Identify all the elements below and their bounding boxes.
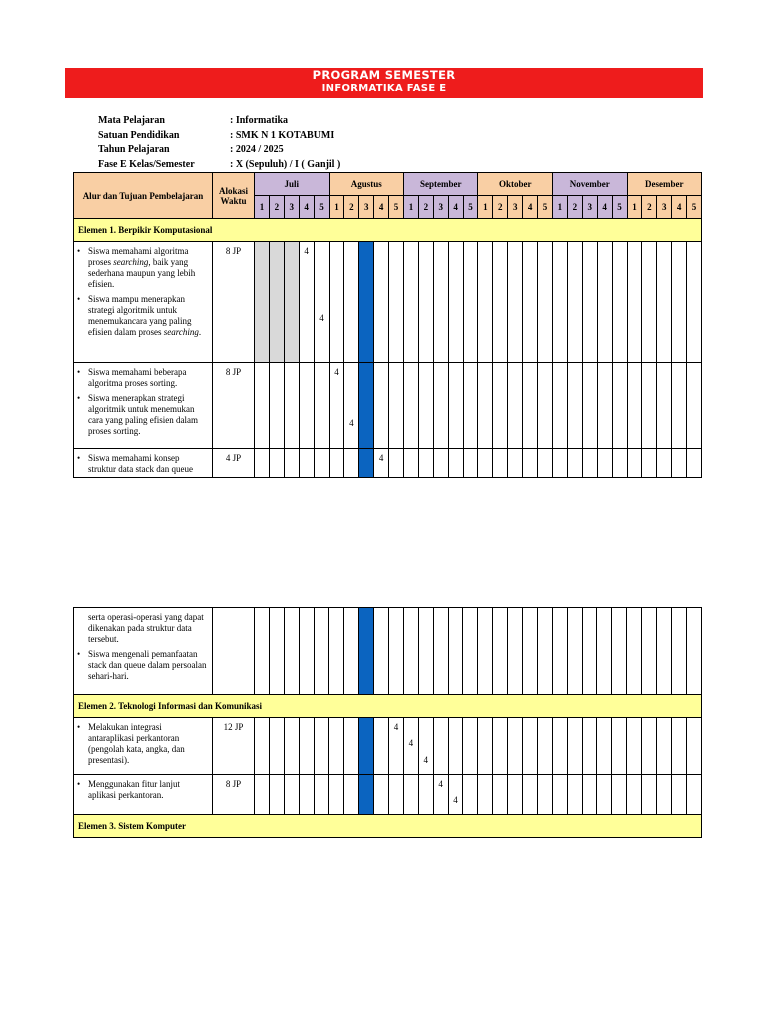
- week-cell: [418, 775, 433, 815]
- week-cell: [612, 363, 627, 449]
- week-cell: [597, 775, 612, 815]
- week-cell: [582, 718, 597, 775]
- week-cell: [567, 242, 582, 363]
- week-cell: [567, 775, 582, 815]
- week-cell: [657, 718, 672, 775]
- week-number: 1: [552, 196, 567, 219]
- week-cell: [523, 449, 538, 478]
- week-cell: [448, 449, 463, 478]
- tp-description: [74, 363, 213, 449]
- tp-row: [74, 608, 702, 695]
- week-cell: [269, 775, 284, 815]
- week-cell: [597, 363, 612, 449]
- week-cell: [329, 775, 344, 815]
- week-cell: [269, 608, 284, 695]
- week-number: 2: [493, 196, 508, 219]
- week-cell: [269, 242, 284, 363]
- week-cell: [612, 608, 627, 695]
- week-cell: [329, 242, 344, 363]
- week-cell: [493, 775, 508, 815]
- week-number: 1: [255, 196, 270, 219]
- week-cell: [493, 363, 508, 449]
- week-cell: [448, 242, 463, 363]
- week-number: 4: [299, 196, 314, 219]
- allocation-mark: 4: [304, 246, 309, 256]
- week-number: 2: [642, 196, 657, 219]
- week-cell: [552, 242, 567, 363]
- week-cell: [404, 363, 419, 449]
- week-cell: [657, 363, 672, 449]
- week-cell: [642, 363, 657, 449]
- week-cell: [255, 608, 270, 695]
- week-cell: [508, 363, 523, 449]
- week-cell: [344, 718, 359, 775]
- week-cell: [389, 718, 404, 775]
- week-cell: [269, 363, 284, 449]
- info-value: : Informatika: [230, 115, 289, 126]
- week-cell: [374, 608, 389, 695]
- week-cell: [344, 242, 359, 363]
- week-cell: [567, 718, 582, 775]
- element-row: [74, 219, 702, 242]
- week-cell: [448, 363, 463, 449]
- tp-row: [74, 775, 702, 815]
- week-cell: [687, 242, 702, 363]
- week-number: 5: [463, 196, 478, 219]
- week-cell: [329, 449, 344, 478]
- week-cell: [597, 242, 612, 363]
- week-cell: [269, 718, 284, 775]
- week-cell: [642, 242, 657, 363]
- week-number: 1: [404, 196, 419, 219]
- tp-item: [88, 294, 208, 338]
- week-cell: [255, 775, 270, 815]
- week-cell: [389, 242, 404, 363]
- week-cell: [478, 449, 493, 478]
- tp-item: [88, 367, 208, 389]
- week-cell: [284, 242, 299, 363]
- document-title: PROGRAM SEMESTER: [312, 68, 456, 82]
- tp-item: [88, 393, 208, 437]
- week-number: 4: [374, 196, 389, 219]
- week-cell: [612, 449, 627, 478]
- tp-description: [74, 608, 213, 695]
- week-cell: [672, 449, 687, 478]
- alokasi-waktu: 8 JP: [213, 242, 255, 363]
- week-cell: [627, 718, 642, 775]
- week-cell: [329, 718, 344, 775]
- week-cell: [508, 608, 523, 695]
- week-number: 5: [687, 196, 702, 219]
- week-number: 5: [612, 196, 627, 219]
- info-value: : 2024 / 2025: [230, 144, 284, 156]
- week-cell: [314, 608, 329, 695]
- week-cell: [657, 449, 672, 478]
- element-row: [74, 695, 702, 718]
- tp-text: Siswa mampu menerapkan strategi algoritmik untuk menemukancara yang paling efisien dalam proses: [88, 294, 192, 337]
- week-cell: [389, 775, 404, 815]
- week-cell: [299, 449, 314, 478]
- info-label: Mata Pelajaran: [98, 115, 165, 126]
- week-cell: [478, 775, 493, 815]
- week-cell: [463, 718, 478, 775]
- week-number: 3: [284, 196, 299, 219]
- tp-item: [88, 453, 208, 475]
- week-cell: [433, 449, 448, 478]
- week-number: 5: [538, 196, 553, 219]
- week-cell: [404, 242, 419, 363]
- week-cell: [523, 363, 538, 449]
- week-cell: [389, 449, 404, 478]
- tp-text-italic: searching: [113, 257, 149, 267]
- week-cell: [538, 242, 553, 363]
- week-cell: [284, 608, 299, 695]
- week-cell: [314, 718, 329, 775]
- week-cell: [493, 608, 508, 695]
- week-number: 1: [627, 196, 642, 219]
- info-label: Tahun Pelajaran: [98, 144, 170, 156]
- info-block: [98, 114, 340, 172]
- info-value: : SMK N 1 KOTABUMI: [230, 129, 335, 141]
- week-cell: [642, 775, 657, 815]
- element-heading: Elemen 2. Teknologi Informasi dan Komunikasi: [74, 695, 702, 718]
- column-header-tp: Alur dan Tujuan Pembelajaran: [74, 173, 213, 219]
- week-cell: [671, 608, 686, 695]
- info-row: [98, 158, 340, 173]
- element-row: [74, 815, 702, 838]
- week-cell: [627, 608, 642, 695]
- info-label: Fase E Kelas/Semester: [98, 158, 195, 170]
- allocation-mark: 4: [319, 313, 324, 323]
- week-cell: [537, 718, 552, 775]
- week-cell: [597, 449, 612, 478]
- week-cell: [478, 363, 493, 449]
- week-cell: [686, 718, 701, 775]
- week-cell: [359, 242, 374, 363]
- month-header: Desember: [627, 173, 701, 196]
- week-number: 2: [269, 196, 284, 219]
- month-header: Juli: [255, 173, 330, 196]
- week-cell: [314, 242, 329, 363]
- week-cell: [448, 775, 463, 815]
- week-cell: [612, 242, 627, 363]
- week-number: 3: [359, 196, 374, 219]
- week-cell: [299, 718, 314, 775]
- week-cell: [374, 242, 389, 363]
- week-cell: [255, 449, 270, 478]
- week-cell: [433, 775, 448, 815]
- element-heading: Elemen 1. Berpikir Komputasional: [74, 219, 702, 242]
- week-cell: [612, 718, 627, 775]
- week-cell: [672, 363, 687, 449]
- week-cell: [403, 718, 418, 775]
- week-cell: [508, 718, 523, 775]
- month-header-row: [74, 173, 702, 196]
- week-cell: [255, 363, 270, 449]
- week-cell: [403, 608, 418, 695]
- week-cell: [359, 608, 374, 695]
- month-header: Oktober: [478, 173, 553, 196]
- week-cell: [597, 718, 612, 775]
- tp-text: .: [198, 327, 202, 337]
- info-row: [98, 114, 340, 129]
- week-number: 1: [329, 196, 344, 219]
- week-cell: [523, 775, 538, 815]
- week-cell: [478, 242, 493, 363]
- week-cell: [374, 775, 389, 815]
- allocation-mark: 4: [349, 418, 354, 428]
- week-cell: [597, 608, 612, 695]
- week-cell: [433, 363, 448, 449]
- week-cell: [314, 363, 329, 449]
- week-cell: [508, 449, 523, 478]
- week-cell: [686, 775, 701, 815]
- week-cell: [359, 718, 374, 775]
- info-label: Satuan Pendidikan: [98, 129, 180, 141]
- week-cell: [374, 449, 389, 478]
- week-cell: [463, 242, 478, 363]
- alokasi-waktu: 8 JP: [213, 363, 255, 449]
- week-cell: [418, 608, 433, 695]
- tp-description: [74, 718, 213, 775]
- week-number: 3: [657, 196, 672, 219]
- week-cell: [463, 608, 478, 695]
- week-cell: [433, 242, 448, 363]
- week-cell: [344, 775, 359, 815]
- week-cell: [537, 775, 552, 815]
- week-cell: [493, 449, 508, 478]
- alokasi-waktu: 8 JP: [213, 775, 255, 815]
- week-number: 3: [582, 196, 597, 219]
- week-cell: [389, 363, 404, 449]
- week-cell: [255, 718, 270, 775]
- week-cell: [433, 718, 448, 775]
- week-cell: [508, 775, 523, 815]
- week-cell: [478, 718, 493, 775]
- alokasi-waktu: 12 JP: [213, 718, 255, 775]
- week-cell: [463, 775, 478, 815]
- week-cell: [523, 718, 538, 775]
- tp-row: [74, 718, 702, 775]
- week-number: 3: [508, 196, 523, 219]
- week-number: 5: [389, 196, 404, 219]
- week-cell: [255, 242, 270, 363]
- tp-item: • Siswa mengenali pemanfaatan stack dan queue dalam persoalan sehari-hari.: [88, 649, 208, 682]
- week-cell: [448, 718, 463, 775]
- allocation-mark: 4: [393, 722, 399, 732]
- week-cell: [552, 449, 567, 478]
- week-cell: [642, 718, 657, 775]
- week-cell: [284, 363, 299, 449]
- week-cell: [671, 775, 686, 815]
- week-cell: [374, 718, 389, 775]
- week-cell: [627, 449, 642, 478]
- week-cell: [582, 242, 597, 363]
- week-cell: [284, 775, 299, 815]
- week-cell: [299, 775, 314, 815]
- week-number: 3: [433, 196, 448, 219]
- week-cell: [404, 449, 419, 478]
- info-row: [98, 129, 340, 144]
- week-cell: [657, 608, 672, 695]
- month-header: Agustus: [329, 173, 404, 196]
- week-cell: [508, 242, 523, 363]
- tp-item: • Menggunakan fitur lanjut aplikasi perkantoran.: [88, 779, 208, 801]
- week-cell: [582, 363, 597, 449]
- allocation-mark: 4: [378, 453, 384, 463]
- allocation-mark: 4: [423, 755, 428, 765]
- document-subtitle: INFORMATIKA FASE E: [321, 83, 447, 94]
- week-cell: [627, 242, 642, 363]
- week-cell: [552, 775, 567, 815]
- week-cell: [389, 608, 404, 695]
- week-cell: [493, 242, 508, 363]
- week-number: 2: [344, 196, 359, 219]
- week-cell: [299, 608, 314, 695]
- week-cell: [567, 608, 582, 695]
- allocation-mark: 4: [438, 779, 443, 789]
- week-cell: [418, 363, 433, 449]
- week-cell: [463, 363, 478, 449]
- tp-item: [88, 246, 208, 290]
- week-cell: [627, 363, 642, 449]
- week-cell: [523, 608, 538, 695]
- week-number: 4: [672, 196, 687, 219]
- week-cell: [582, 608, 597, 695]
- week-cell: [359, 449, 374, 478]
- month-header: September: [404, 173, 478, 196]
- week-cell: [448, 608, 463, 695]
- alokasi-waktu: 4 JP: [213, 449, 255, 478]
- week-cell: [403, 775, 418, 815]
- week-number: 2: [418, 196, 433, 219]
- allocation-mark: 4: [408, 738, 414, 748]
- element-heading: Elemen 3. Sistem Komputer: [74, 815, 702, 838]
- week-cell: [329, 608, 344, 695]
- week-number: 4: [597, 196, 612, 219]
- week-cell: [329, 363, 344, 449]
- tp-text-italic: searching: [163, 327, 199, 337]
- week-cell: [299, 242, 314, 363]
- week-cell: [359, 775, 374, 815]
- week-cell: [686, 608, 701, 695]
- week-cell: [493, 718, 508, 775]
- week-cell: [642, 608, 657, 695]
- tp-text: Siswa memahami algoritma proses: [88, 246, 189, 267]
- tp-text: Siswa menerapkan strategi algoritmik untuk menemukan cara yang paling efisien dalam proses sorting.: [88, 393, 198, 436]
- week-number: 2: [567, 196, 582, 219]
- week-cell: [582, 449, 597, 478]
- week-cell: [567, 363, 582, 449]
- tp-item: • Melakukan integrasi antaraplikasi perkantoran (pengolah kata, angka, dan presentasi).: [88, 722, 208, 766]
- month-header: November: [552, 173, 627, 196]
- tp-description: [74, 242, 213, 363]
- week-number: 1: [478, 196, 493, 219]
- info-row: [98, 143, 340, 158]
- allocation-mark: 4: [334, 367, 339, 377]
- week-cell: [463, 449, 478, 478]
- week-cell: [284, 718, 299, 775]
- program-semester-table-continued: [73, 607, 702, 838]
- allocation-mark: 4: [453, 795, 458, 805]
- week-cell: [612, 775, 627, 815]
- week-cell: [552, 718, 567, 775]
- week-number: 5: [314, 196, 329, 219]
- week-cell: [672, 242, 687, 363]
- week-cell: [359, 363, 374, 449]
- week-cell: [582, 775, 597, 815]
- column-header-alokasi: Alokasi Waktu: [213, 173, 255, 219]
- tp-text: Siswa memahami konsep struktur data stack dan queue: [88, 453, 193, 474]
- tp-row: [74, 449, 702, 478]
- week-cell: [687, 363, 702, 449]
- alokasi-waktu: [213, 608, 255, 695]
- week-number: 4: [523, 196, 538, 219]
- week-cell: [418, 449, 433, 478]
- tp-text: Siswa memahami beberapa algoritma proses sorting.: [88, 367, 187, 388]
- week-cell: [657, 775, 672, 815]
- week-cell: [269, 449, 284, 478]
- week-cell: [344, 449, 359, 478]
- week-cell: [538, 449, 553, 478]
- week-cell: [552, 608, 567, 695]
- week-cell: [284, 449, 299, 478]
- week-cell: [657, 242, 672, 363]
- week-cell: [523, 242, 538, 363]
- week-cell: [344, 363, 359, 449]
- week-number: 4: [448, 196, 463, 219]
- week-cell: [567, 449, 582, 478]
- week-cell: [552, 363, 567, 449]
- info-value: : X (Sepuluh) / I ( Ganjil ): [230, 158, 341, 170]
- week-cell: [418, 242, 433, 363]
- tp-row: [74, 242, 702, 363]
- week-cell: [627, 775, 642, 815]
- week-cell: [537, 608, 552, 695]
- program-semester-table: [73, 172, 702, 478]
- week-cell: [433, 608, 448, 695]
- tp-description: [74, 449, 213, 478]
- week-cell: [299, 363, 314, 449]
- week-cell: [671, 718, 686, 775]
- tp-item: serta operasi-operasi yang dapat dikenakan pada struktur data tersebut.: [88, 612, 204, 644]
- week-cell: [642, 449, 657, 478]
- week-cell: [374, 363, 389, 449]
- week-cell: [314, 775, 329, 815]
- week-cell: [687, 449, 702, 478]
- week-cell: [478, 608, 493, 695]
- tp-text: , baik yang sederhana maupun yang lebih efisien.: [88, 257, 196, 289]
- week-cell: [538, 363, 553, 449]
- tp-row: [74, 363, 702, 449]
- document-banner: [65, 68, 703, 98]
- week-cell: [314, 449, 329, 478]
- week-cell: [418, 718, 433, 775]
- tp-description: [74, 775, 213, 815]
- week-cell: [344, 608, 359, 695]
